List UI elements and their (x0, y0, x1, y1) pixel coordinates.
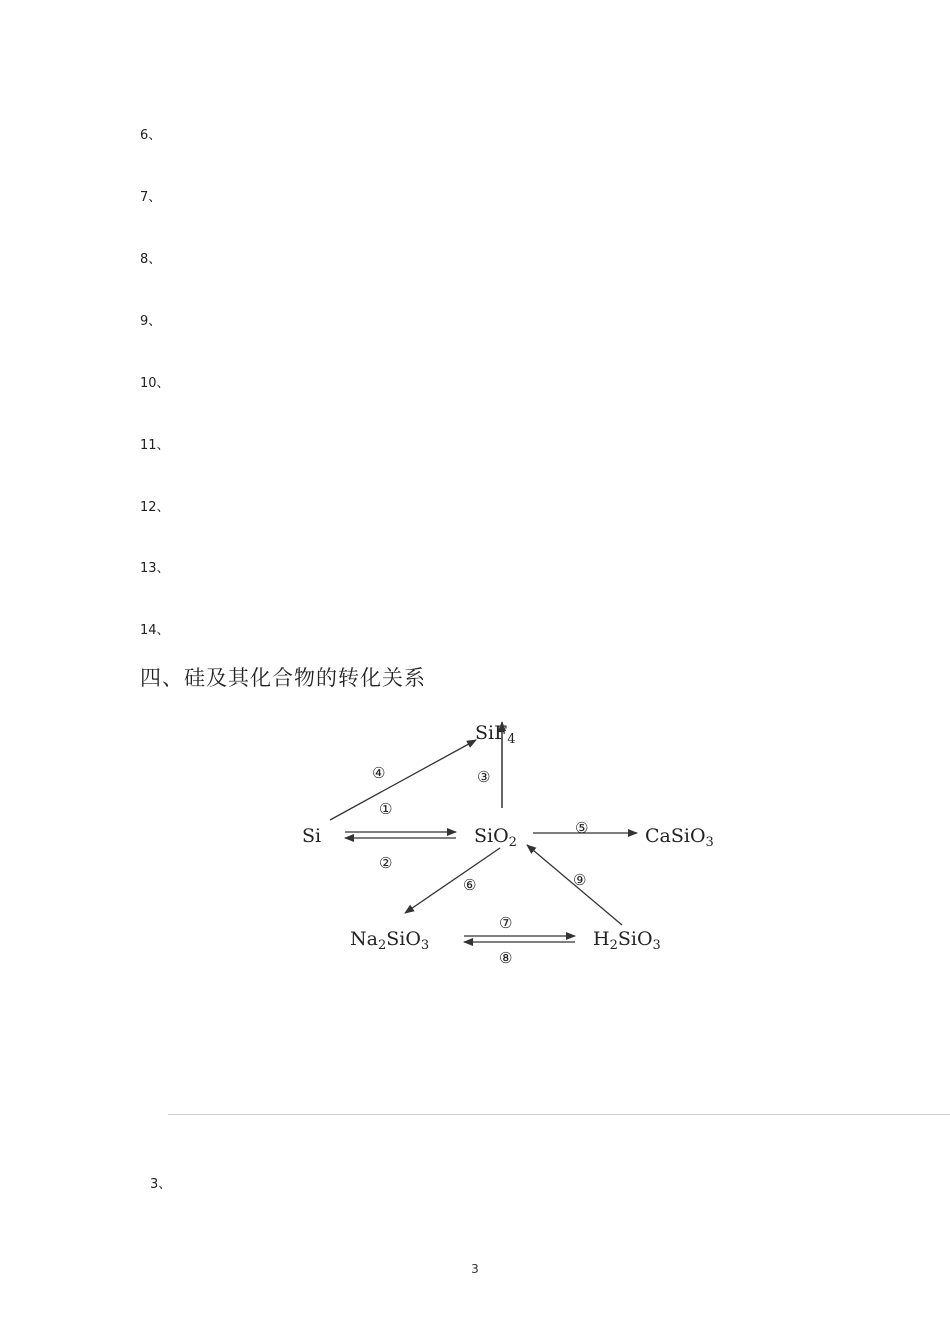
compound-sio2: SiO$_2$ (474, 825, 517, 850)
step-label-8: ⑧ (499, 949, 513, 967)
step-label-1: ① (379, 800, 393, 818)
list-item-9: 9、 (140, 314, 162, 329)
step-label-6: ⑥ (463, 876, 477, 894)
list-item-8: 8、 (140, 252, 162, 267)
section-heading: 四、硅及其化合物的转化关系 (140, 666, 426, 690)
list-item-3: 3、 (150, 1177, 172, 1192)
list-item-13: 13、 (140, 561, 170, 576)
divider-line (168, 1114, 950, 1115)
compound-h2sio3: $H_2SiO_3$ (593, 928, 661, 953)
compound-si: Si (302, 825, 322, 847)
compound-casio3: CaSiO$_3$ (645, 825, 714, 850)
list-item-11: 11、 (140, 438, 170, 453)
arrow-step-4 (330, 740, 476, 820)
arrow-step-6 (405, 848, 500, 913)
step-label-4: ④ (372, 764, 386, 782)
step-label-7: ⑦ (499, 914, 513, 932)
list-item-6: 6、 (140, 128, 162, 143)
step-label-9: ⑨ (573, 871, 587, 889)
list-item-12: 12、 (140, 500, 170, 515)
compound-sif4: SiF$_4$ (475, 722, 516, 747)
step-label-2: ② (379, 854, 393, 872)
page-number: 3 (471, 1262, 479, 1276)
list-item-7: 7、 (140, 190, 162, 205)
list-item-14: 14、 (140, 623, 170, 638)
step-label-5: ⑤ (575, 819, 589, 837)
step-label-3: ③ (477, 768, 491, 786)
compound-na2sio3: $Na_2SiO_3$ (350, 928, 430, 953)
list-item-10: 10、 (140, 376, 170, 391)
